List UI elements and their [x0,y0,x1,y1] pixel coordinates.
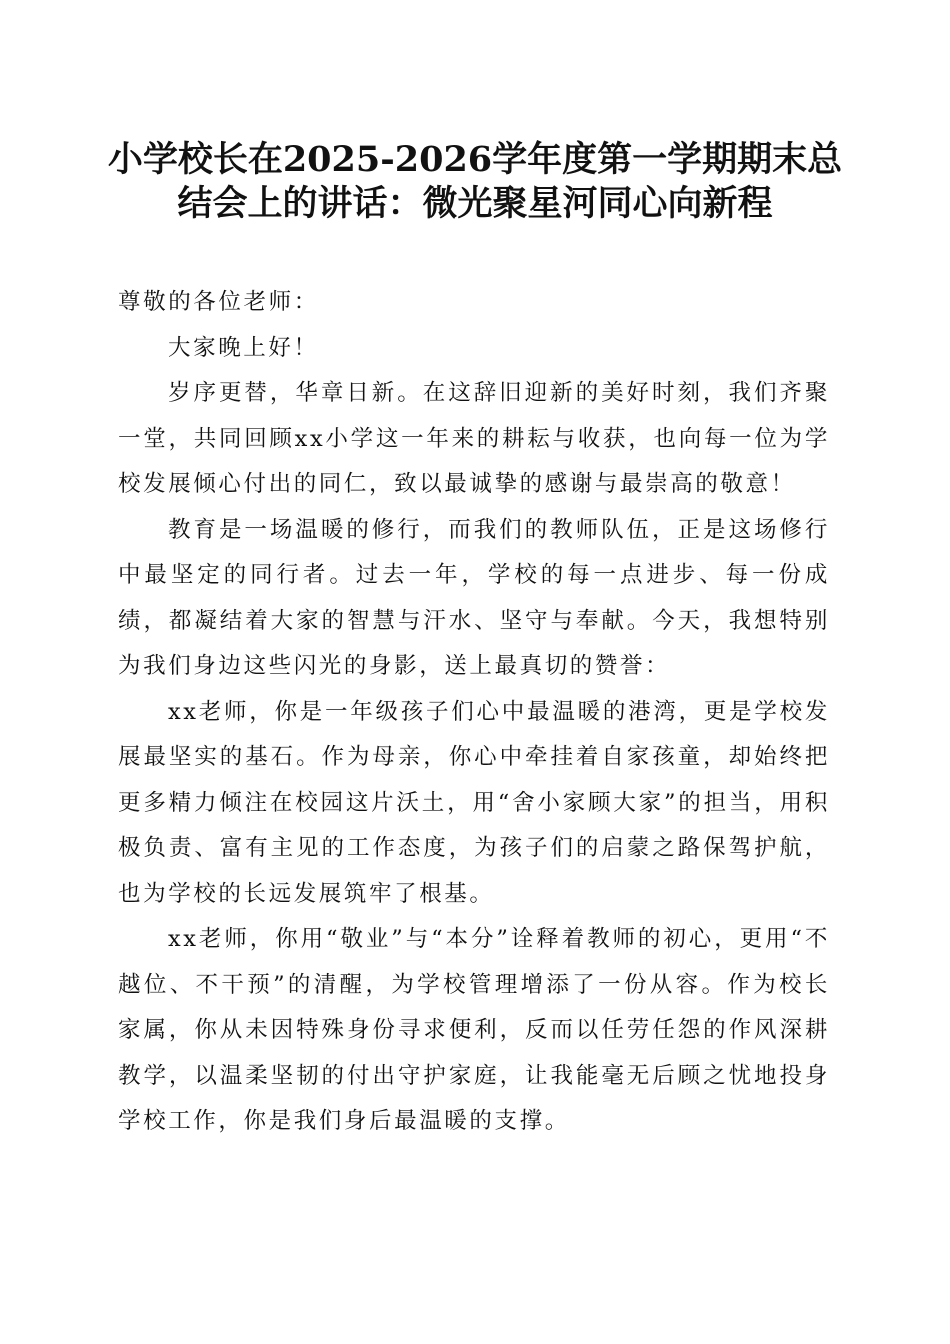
paragraph-greeting: 大家晚上好！ [168,334,319,361]
title-line-2: 结会上的讲话：微光聚星河同心向新程 [177,183,773,224]
title-line-1: 小学校长在2025-2026学年度第一学期期末总 [107,139,843,180]
document-title [100,138,850,226]
paragraph-teachers: 教育是一场温暖的修行，而我们的教师队伍，正是这场修行中最坚定的同行者。过去一年，学校的每一点进步、每一份成绩，都凝结着大家的智慧与汗水、坚守与奉献。今天，我想特别为我们身边这些闪光的身影，送上最真切的赞誉： [118,516,830,679]
document-body [118,280,830,1145]
paragraph-opening: 岁序更替，华章日新。在这辞旧迎新的美好时刻，我们齐聚一堂，共同回顾xx小学这一年来的耕耘与收获，也向每一位为学校发展倾心付出的同仁，致以最诚挚的感谢与最崇高的敬意！ [118,380,830,497]
salutation: 尊敬的各位老师： [118,289,319,315]
paragraph-teacher-1: xx老师，你是一年级孩子们心中最温暖的港湾，更是学校发展最坚实的基石。作为母亲，你心中牵挂着自家孩童，却始终把更多精力倾注在校园这片沃土，用“舍小家顾大家”的担当，用积极负责、富有主见的工作态度，为孩子们的启蒙之路保驾护航，也为学校的长远发展筑牢了根基。 [118,698,830,907]
paragraph-teacher-2: xx老师，你用“敬业”与“本分”诠释着教师的初心，更用“不越位、不干预”的清醒，为学校管理增添了一份从容。作为校长家属，你从未因特殊身份寻求便利，反而以任劳任怨的作风深耕教学，以温柔坚韧的付出守护家庭，让我能毫无后顾之忧地投身学校工作，你是我们身后最温暖的支撑。 [118,926,830,1134]
